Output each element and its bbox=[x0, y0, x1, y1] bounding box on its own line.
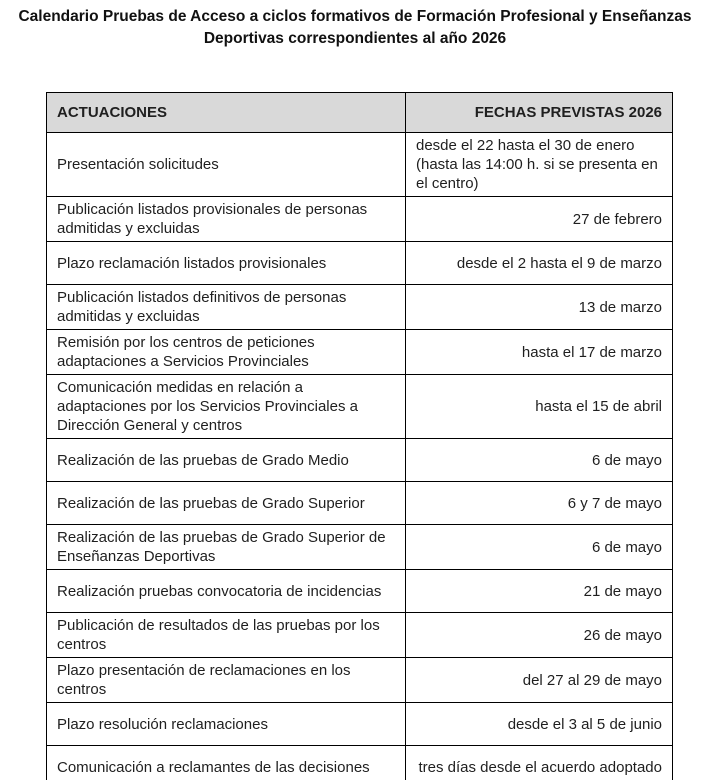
fecha-cell: desde el 3 al 5 de junio bbox=[406, 703, 673, 746]
table-row bbox=[47, 658, 673, 703]
fecha-cell: 21 de mayo bbox=[406, 570, 673, 613]
actuacion-cell: Remisión por los centros de peticiones adaptaciones a Servicios Provinciales bbox=[47, 330, 406, 375]
calendar-table bbox=[46, 92, 673, 780]
document-title-line2: Deportivas correspondientes al año 2026 bbox=[203, 30, 507, 47]
actuacion-cell: Realización de las pruebas de Grado Superior bbox=[47, 482, 406, 525]
actuacion-cell: Plazo presentación de reclamaciones en los centros bbox=[47, 658, 406, 703]
table-row bbox=[47, 482, 673, 525]
document-title bbox=[0, 0, 710, 50]
table-row bbox=[47, 703, 673, 746]
actuacion-cell: Plazo reclamación listados provisionales bbox=[47, 242, 406, 285]
column-header-actuaciones: ACTUACIONES bbox=[47, 93, 406, 133]
table-row bbox=[47, 285, 673, 330]
fecha-cell: 6 de mayo bbox=[406, 525, 673, 570]
table-row bbox=[47, 613, 673, 658]
table-body bbox=[47, 133, 673, 780]
fecha-cell: del 27 al 29 de mayo bbox=[406, 658, 673, 703]
fecha-cell: desde el 22 hasta el 30 de enero (hasta las 14:00 h. si se presenta en el centro) bbox=[406, 133, 673, 197]
actuacion-cell: Comunicación a reclamantes de las decisiones bbox=[47, 746, 406, 780]
table-row bbox=[47, 525, 673, 570]
actuacion-cell: Plazo resolución reclamaciones bbox=[47, 703, 406, 746]
fecha-cell: desde el 2 hasta el 9 de marzo bbox=[406, 242, 673, 285]
fecha-cell: hasta el 15 de abril bbox=[406, 375, 673, 439]
actuacion-cell: Publicación de resultados de las pruebas por los centros bbox=[47, 613, 406, 658]
actuacion-cell: Publicación listados provisionales de personas admitidas y excluidas bbox=[47, 197, 406, 242]
fecha-cell: 27 de febrero bbox=[406, 197, 673, 242]
fecha-cell: 13 de marzo bbox=[406, 285, 673, 330]
table-row bbox=[47, 439, 673, 482]
table-row bbox=[47, 330, 673, 375]
column-header-fechas-previstas: FECHAS PREVISTAS 2026 bbox=[406, 93, 673, 133]
table-row bbox=[47, 133, 673, 197]
actuacion-cell: Realización pruebas convocatoria de incidencias bbox=[47, 570, 406, 613]
actuacion-cell: Realización de las pruebas de Grado Superior de Enseñanzas Deportivas bbox=[47, 525, 406, 570]
fecha-cell: tres días desde el acuerdo adoptado bbox=[406, 746, 673, 780]
document-title-line1: Calendario Pruebas de Acceso a ciclos formativos de Formación Profesional y Enseñanzas bbox=[18, 8, 692, 25]
fecha-cell: 6 y 7 de mayo bbox=[406, 482, 673, 525]
table-row bbox=[47, 242, 673, 285]
fecha-cell: hasta el 17 de marzo bbox=[406, 330, 673, 375]
table-row bbox=[47, 197, 673, 242]
actuacion-cell: Realización de las pruebas de Grado Medio bbox=[47, 439, 406, 482]
table-header-row bbox=[47, 93, 673, 133]
fecha-cell: 26 de mayo bbox=[406, 613, 673, 658]
actuacion-cell: Publicación listados definitivos de personas admitidas y excluidas bbox=[47, 285, 406, 330]
actuacion-cell: Presentación solicitudes bbox=[47, 133, 406, 197]
fecha-cell: 6 de mayo bbox=[406, 439, 673, 482]
table-row bbox=[47, 746, 673, 780]
actuacion-cell: Comunicación medidas en relación a adaptaciones por los Servicios Provinciales a Dirección General y centros bbox=[47, 375, 406, 439]
table-row bbox=[47, 570, 673, 613]
table-row bbox=[47, 375, 673, 439]
